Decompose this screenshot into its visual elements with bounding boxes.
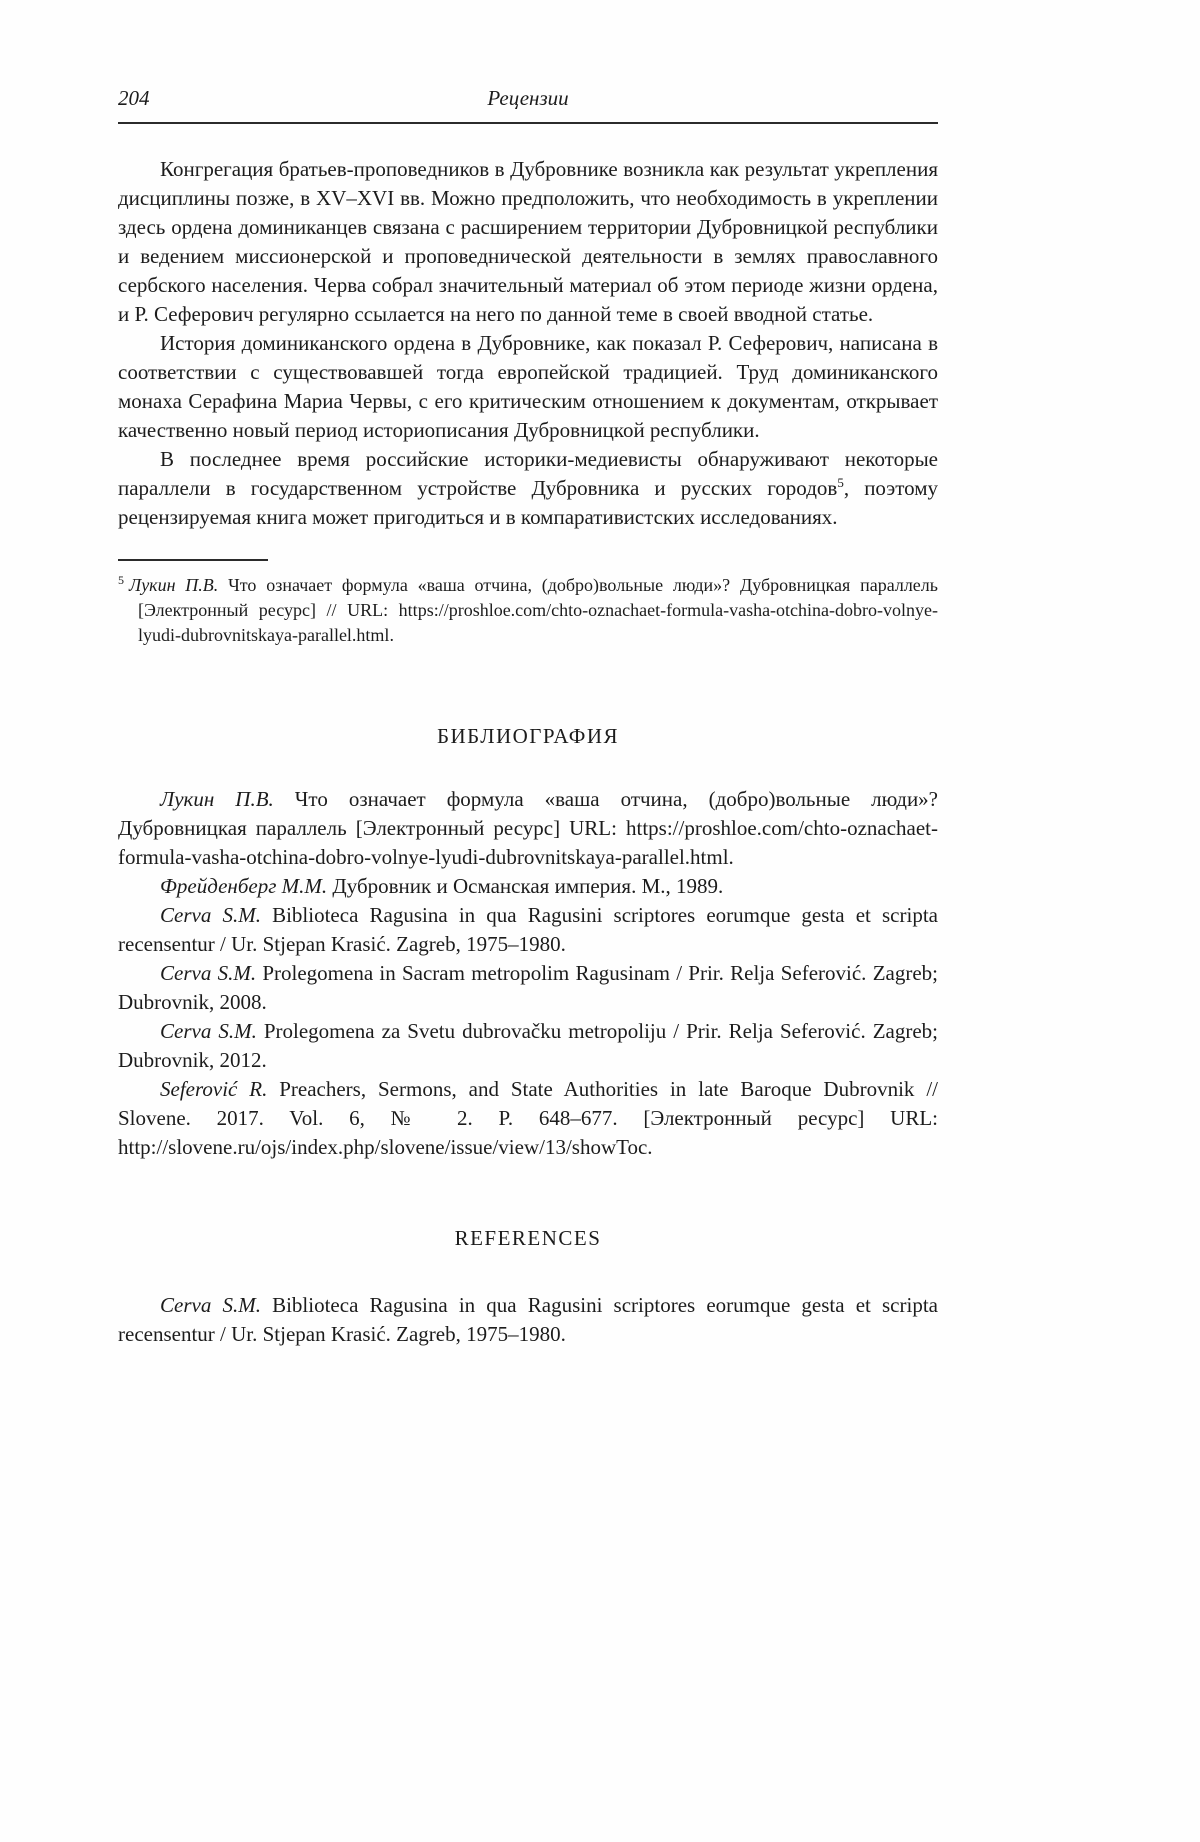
footnote-text: Что означает формула «ваша отчина, (добро)вольные люди»? Дубровницкая параллель [Электронный ресурс] // URL: https://proshloe.com/chto-oznachaet-formula-vasha-otchina-dobro-volnye-lyudi-dubrovnitskaya-parallel.html. <box>138 575 938 645</box>
article-body <box>118 155 938 532</box>
paragraph-3-continued: , поэтому рецензируемая книга может пригодиться и в компаративистских исследованиях. <box>118 476 938 529</box>
entry-text: Biblioteca Ragusina in qua Ragusini scriptores eorumque gesta et scripta recensentur / Ur. Stjepan Krasić. Zagreb, 1975–1980. <box>118 903 938 956</box>
paragraph-2: История доминиканского ордена в Дубровнике, как показал Р. Сеферович, написана в соответствии с существовавшей тогда европейской традицией. Труд доминиканского монаха Серафина Мариа Червы, с его критическим отношением к документам, открывает качественно новый период историописания Дубровницкой республики. <box>118 331 938 442</box>
bibliography-heading: БИБЛИОГРАФИЯ <box>436 724 620 748</box>
paragraph-3-text: В последнее время российские историки-медиевисты обнаруживают некоторые параллели в государственном устройстве Дубровника и русских городов <box>118 447 938 500</box>
bibliography-list <box>118 785 938 1162</box>
entry-author: Лукин П.В. <box>160 787 274 811</box>
references-entry <box>118 1291 938 1349</box>
bibliography-entry <box>118 959 938 1017</box>
entry-author: Cerva S.M. <box>160 903 261 927</box>
footnote-marker: 5 <box>118 573 124 587</box>
footnote-reference-mark: 5 <box>837 475 844 490</box>
page-header <box>118 84 938 124</box>
bibliography-entry <box>118 872 938 901</box>
references-list <box>118 1291 938 1349</box>
entry-author: Cerva S.M. <box>160 961 257 985</box>
entry-author: Cerva S.M. <box>160 1019 257 1043</box>
entry-author: Фрейденберг М.М. <box>160 874 328 898</box>
entry-text: Prolegomena za Svetu dubrovačku metropoliju / Prir. Relja Seferović. Zagreb; Dubrovnik, 2012. <box>118 1019 938 1072</box>
paragraph-1: Конгрегация братьев-проповедников в Дубровнике возникла как результат укрепления дисциплины позже, в XV–XVI вв. Можно предположить, что необходимость в укреплении здесь ордена доминиканцев связана с расширением территории Дубровницкой республики и ведением миссионерской и проповеднической деятельности в землях православного сербского населения. Черва собрал значительный материал об этом периоде жизни ордена, и Р. Сеферович регулярно ссылается на него по данной теме в своей вводной статье. <box>118 157 938 326</box>
running-title: Рецензии <box>487 86 569 110</box>
bibliography-entry <box>118 785 938 872</box>
references-heading: REFERENCES <box>454 1226 602 1250</box>
bibliography-entry <box>118 1075 938 1162</box>
footnote-author: Лукин П.В. <box>129 575 219 595</box>
bibliography-entry <box>118 901 938 959</box>
footnote-separator-rule <box>118 559 268 561</box>
entry-text: Что означает формула «ваша отчина, (добро)вольные люди»? Дубровницкая параллель [Электронный ресурс] URL: https://proshloe.com/chto-oznachaet-formula-vasha-otchina-dobro-volnye-lyudi-dubrovnitskaya-parallel.html. <box>118 787 939 869</box>
entry-author: Seferović R. <box>160 1077 268 1101</box>
entry-text: Preachers, Sermons, and State Authorities in late Baroque Dubrovnik // Slovene. 2017. Vol. 6, № 2. P. 648–677. [Электронный ресурс] URL: http://slovene.ru/ojs/index.php/slovene/issue/view/13/showToc. <box>118 1077 938 1159</box>
page-number: 204 <box>118 86 150 110</box>
entry-text: Prolegomena in Sacram metropolim Ragusinam / Prir. Relja Seferović. Zagreb; Dubrovnik, 2008. <box>118 961 938 1014</box>
entry-text: Biblioteca Ragusina in qua Ragusini scriptores eorumque gesta et scripta recensentur / Ur. Stjepan Krasić. Zagreb, 1975–1980. <box>118 1293 938 1346</box>
paragraph-3 <box>118 445 938 532</box>
bibliography-entry <box>118 1017 938 1075</box>
entry-text: Дубровник и Османская империя. М., 1989. <box>327 874 724 898</box>
entry-author: Cerva S.M. <box>160 1293 261 1317</box>
footnote <box>118 573 938 648</box>
